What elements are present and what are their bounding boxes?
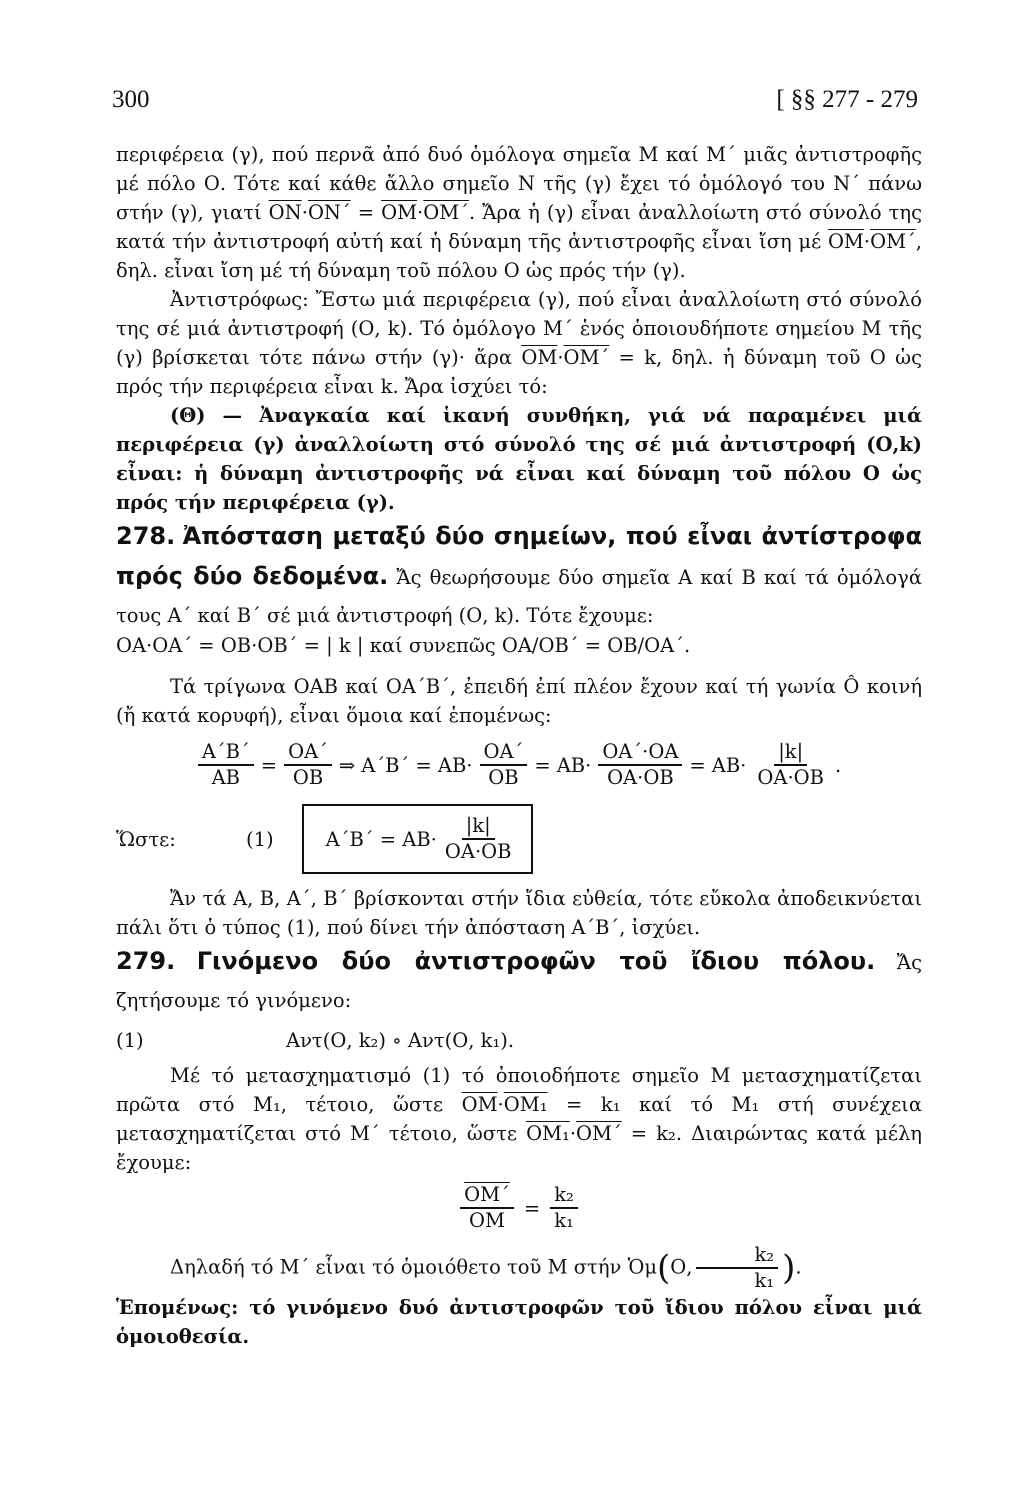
- section-278-title: Ἀπόσταση μεταξύ δύο σημείων, πού εἶναι ἀντίστροφα πρός δύο δεδομένα.: [116, 522, 922, 590]
- page-body: [116, 140, 922, 1351]
- section-range: [ §§ 277 - 279: [776, 86, 918, 113]
- theorem-theta: (Θ) — Ἀναγκαία καί ἱκανή συνθήκη, γιά νά παραμένει μιά περιφέρεια (γ) ἀναλλοίωτη στό σύνολό της σέ μιά ἀντιστροφή (Ο,k) εἶναι: ἡ δύναμη ἀντιστροφῆς νά εἶναι καί δύναμη τοῦ πόλου Ο ὡς πρός τήν περιφέρεια (γ).: [116, 404, 922, 514]
- section-278-relation: ΟΑ·ΟΑ΄ = ΟΒ·ΟΒ΄ = | k | καί συνεπῶς ΟΑ/ΟΒ΄ = ΟΒ/ΟΑ΄.: [116, 634, 691, 657]
- ratio-equation: $\frac{A΄B΄}{AB}$ = $\frac{OA΄}{OB}$ ⇒ Α΄Β΄ = ΑΒ· $\frac{OA΄}{OB}$ = ΑΒ· $\frac{OA΄\cdot OA}{OA\cdot OB}$ = ΑΒ· $\frac{|k|}{OA\cdot OB}$ .: [116, 740, 922, 790]
- paragraph-intro: περιφέρεια (γ), πού περνᾶ ἀπό δυό ὁμόλογα σημεῖα Μ καί Μ΄ μιᾶς ἀντιστροφῆς μέ πόλο Ο. Τότε καί κάθε ἄλλο σημεῖο Ν τῆς (γ) ἔχει τό ὁμόλογό του Ν΄ πάνω στήν (γ), γιατί $\overline{ON}\cdot\overline{ON΄} = \overline{OM}\cdot\overline{OM΄}$. Ἄρα ἡ (γ) εἶναι ἀναλλοίωτη στό σύνολό της κατά τήν ἀντιστροφή αὐτή καί ἡ δύναμη τῆς ἀντιστροφῆς εἶναι ἴση μέ $\overline{OM}\cdot\overline{OM΄}$, δηλ. εἶναι ἴση μέ τή δύναμη τοῦ πόλου Ο ὡς πρός τήν (γ).: [116, 143, 923, 282]
- section-279-title: Γινόμενο δύο ἀντιστροφῶν τοῦ ἴδιου πόλου.: [196, 947, 876, 975]
- paragraph-transform: Μέ τό μετασχηματισμό (1) τό ὁποιοδήποτε σημεῖο Μ μετασχηματίζεται πρῶτα στό Μ₁, τέτοιο, ὥστε $\overline{OM}\cdot OM_1 = k_1$ καί τό Μ₁ στή συνέχεια μετασχηματίζεται στό Μ΄ τέτοιο, ὥστε $OM_1\cdot\overline{OM΄} = k_2$. Διαιρώντας κατά μέλη ἔχουμε:: [116, 1064, 922, 1174]
- product-formula: (1) Αντ(Ο, k₂) ∘ Αντ(Ο, k₁).: [116, 1029, 515, 1052]
- boxed-formula: Α΄Β΄ = ΑΒ· $\frac{|k|}{OA\cdot OB}$: [302, 804, 534, 874]
- conclusion: Ἑπομένως: τό γινόμενο δυό ἀντιστροφῶν τοῦ ἴδιου πόλου εἶναι μιά ὁμοιοθεσία.: [116, 1296, 922, 1348]
- page-header: [112, 86, 918, 114]
- section-278: 278. Ἀπόσταση μεταξύ δύο σημείων, πού εἶναι ἀντίστροφα πρός δύο δεδομένα. Ἄς θεωρήσουμε δύο σημεῖα Α καί Β καί τά ὁμόλογά τους Α΄ καί Β΄ σέ μιά ἀντιστροφή (Ο, k). Τότε ἔχουμε:: [116, 522, 922, 627]
- section-279-number: 279.: [116, 947, 176, 975]
- page-number: 300: [112, 86, 150, 113]
- section-278-number: 278.: [116, 522, 176, 550]
- paragraph-triangles: Τά τρίγωνα ΟΑΒ καί ΟΑ΄Β΄, ἐπειδή ἐπί πλέον ἔχουν καί τή γωνία Ô κοινή (ἤ κατά κορυφή), εἶναι ὅμοια καί ἑπομένως:: [116, 675, 922, 727]
- paragraph-homothety: Δηλαδή τό Μ΄ εἶναι τό ὁμοιόθετο τοῦ Μ στήν Ὁμ(Ο, $\frac{\text{k₂}}{\text{k₁}}$ ).: [170, 1243, 802, 1292]
- paragraph-collinear: Ἄν τά Α, Β, Α΄, Β΄ βρίσκονται στήν ἴδια εὐθεία, τότε εὔκολα ἀποδεικνύεται πάλι ὅτι ὁ τύπος (1), πού δίνει τήν ἀπόσταση Α΄Β΄, ἰσχύει.: [116, 887, 922, 939]
- ratio-k-equation: $\frac{\overline{OM΄}}{OM}$ = $\frac{\text{k₂}}{\text{k₁}}$: [116, 1183, 922, 1233]
- boxed-formula-row: Ὥστε: (1) Α΄Β΄ = ΑΒ· $\frac{|k|}{OA\cdot OB}$: [116, 804, 922, 874]
- section-279: 279. Γινόμενο δύο ἀντιστροφῶν τοῦ ἴδιου πόλου. Ἄς ζητήσουμε τό γινόμενο:: [116, 947, 922, 1012]
- paragraph-converse: Ἀντιστρόφως: Ἔστω μιά περιφέρεια (γ), πού εἶναι ἀναλλοίωτη στό σύνολό της σέ μιά ἀντιστροφή (Ο, k). Τό ὁμόλογο Μ΄ ἑνός ὁποιουδήποτε σημείου Μ τῆς (γ) βρίσκεται τότε πάνω στήν (γ)· ἄρα $\overline{OM}\cdot\overline{OM΄} = k$, δηλ. ἡ δύναμη τοῦ Ο ὡς πρός τήν περιφέρεια εἶναι k. Ἄρα ἰσχύει τό:: [116, 288, 922, 398]
